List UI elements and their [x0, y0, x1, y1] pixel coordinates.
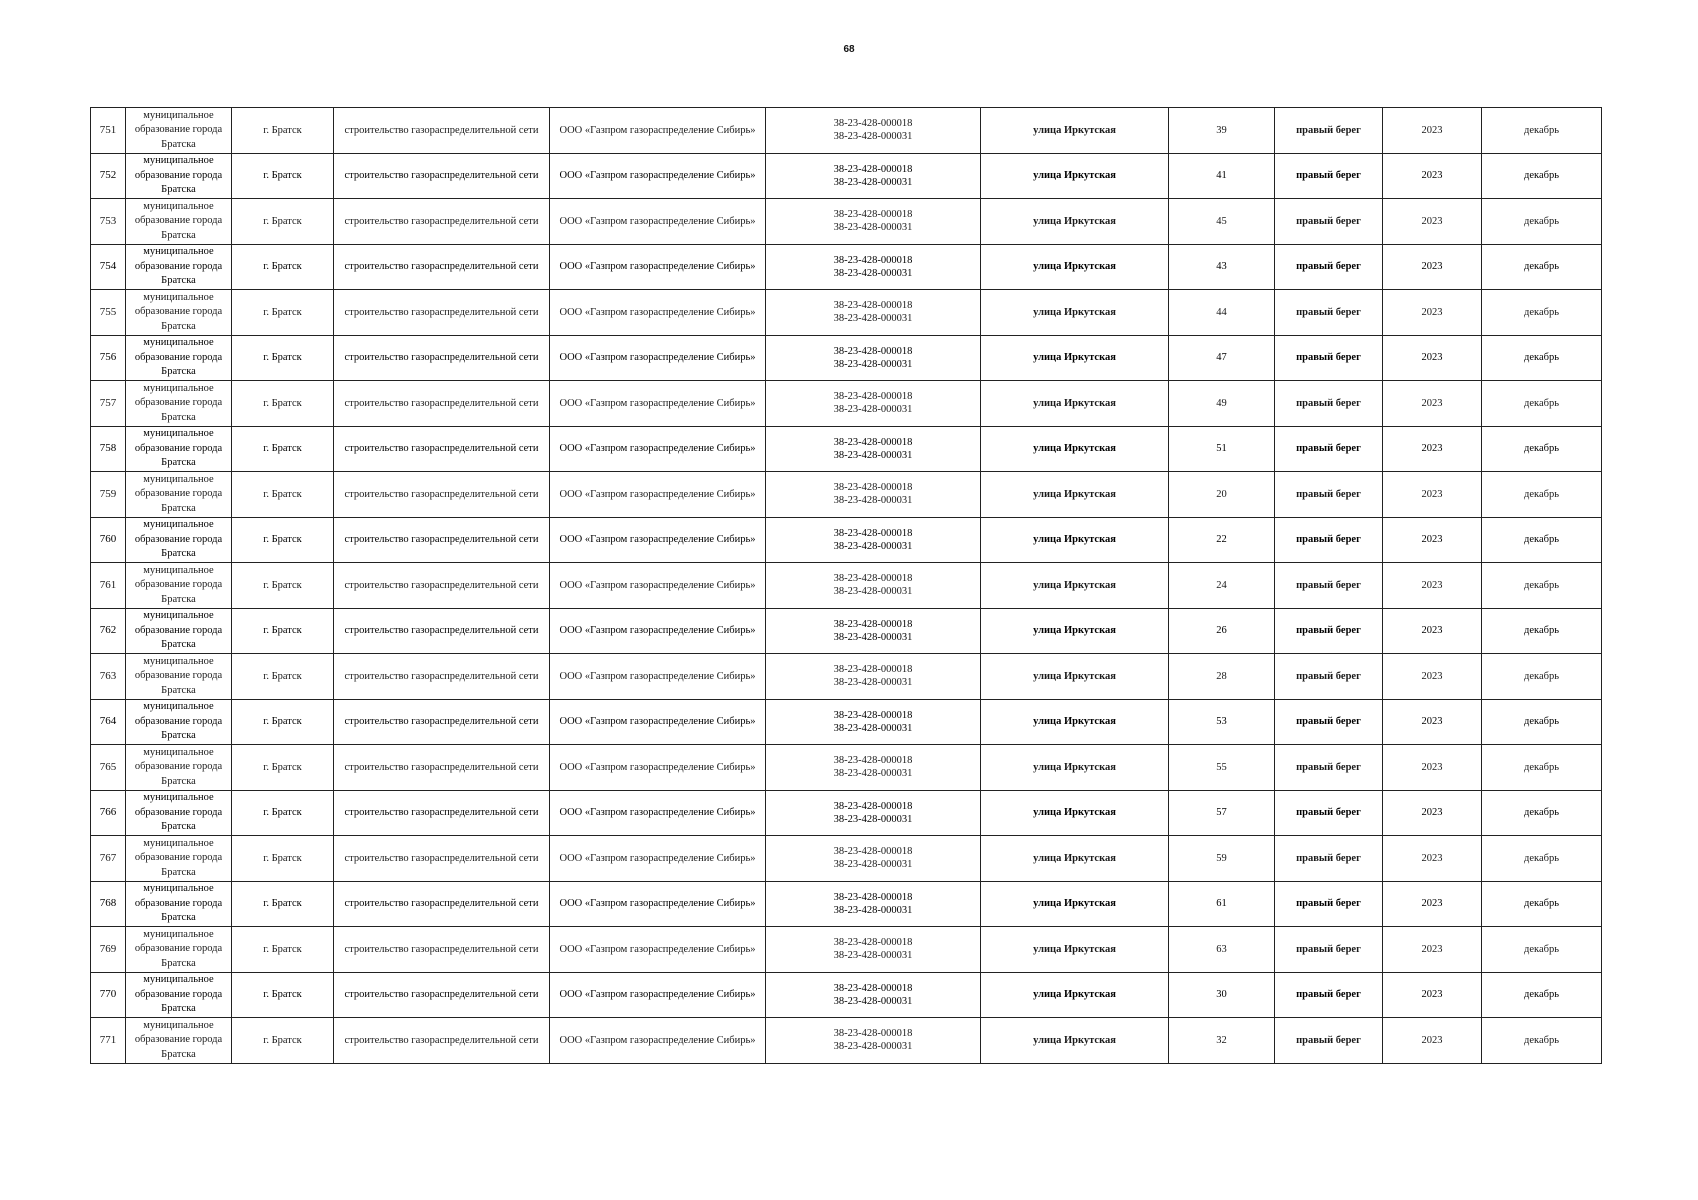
municipality-cell: муниципальное образование города Братска — [126, 153, 232, 199]
table-body — [91, 108, 1602, 1064]
cadastral-numbers-cell — [766, 290, 981, 336]
cadastral-number: 38-23-428-000018 — [833, 391, 913, 403]
cadastral-number: 38-23-428-000031 — [833, 131, 913, 143]
street-cell: улица Иркутская — [981, 608, 1169, 654]
house-number-cell: 39 — [1169, 108, 1275, 154]
year-cell: 2023 — [1383, 972, 1482, 1018]
month-cell: декабрь — [1482, 563, 1602, 609]
month-cell: декабрь — [1482, 199, 1602, 245]
cadastral-number: 38-23-428-000018 — [833, 800, 913, 812]
house-number-cell: 55 — [1169, 745, 1275, 791]
house-number-cell: 44 — [1169, 290, 1275, 336]
year-cell: 2023 — [1383, 244, 1482, 290]
month-cell: декабрь — [1482, 927, 1602, 973]
object-description-cell: строительство газораспределительной сети — [334, 381, 550, 427]
cadastral-number: 38-23-428-000031 — [833, 768, 913, 780]
city-cell: г. Братск — [232, 244, 334, 290]
cadastral-number: 38-23-428-000031 — [833, 677, 913, 689]
operator-cell: ООО «Газпром газораспределение Сибирь» — [550, 335, 766, 381]
cadastral-number: 38-23-428-000031 — [833, 631, 913, 643]
municipality-cell: муниципальное образование города Братска — [126, 972, 232, 1018]
table-row — [91, 563, 1602, 609]
table-row — [91, 381, 1602, 427]
row-number-cell: 768 — [91, 881, 126, 927]
street-cell: улица Иркутская — [981, 426, 1169, 472]
object-description-cell: строительство газораспределительной сети — [334, 972, 550, 1018]
city-cell: г. Братск — [232, 108, 334, 154]
row-number-cell: 769 — [91, 927, 126, 973]
table-row — [91, 927, 1602, 973]
cadastral-number: 38-23-428-000031 — [833, 176, 913, 188]
municipality-cell: муниципальное образование города Братска — [126, 608, 232, 654]
street-cell: улица Иркутская — [981, 836, 1169, 882]
street-cell: улица Иркутская — [981, 790, 1169, 836]
municipality-cell: муниципальное образование города Братска — [126, 745, 232, 791]
city-cell: г. Братск — [232, 608, 334, 654]
river-bank-cell: правый берег — [1275, 199, 1383, 245]
month-cell: декабрь — [1482, 244, 1602, 290]
month-cell: декабрь — [1482, 836, 1602, 882]
municipality-cell: муниципальное образование города Братска — [126, 790, 232, 836]
house-number-cell: 49 — [1169, 381, 1275, 427]
cadastral-number: 38-23-428-000031 — [833, 404, 913, 416]
cadastral-numbers-cell — [766, 381, 981, 427]
street-cell: улица Иркутская — [981, 244, 1169, 290]
table-row — [91, 699, 1602, 745]
row-number-cell: 764 — [91, 699, 126, 745]
street-cell: улица Иркутская — [981, 199, 1169, 245]
river-bank-cell: правый берег — [1275, 654, 1383, 700]
river-bank-cell: правый берег — [1275, 836, 1383, 882]
street-cell: улица Иркутская — [981, 699, 1169, 745]
month-cell: декабрь — [1482, 517, 1602, 563]
cadastral-numbers-cell — [766, 153, 981, 199]
cadastral-number: 38-23-428-000031 — [833, 722, 913, 734]
cadastral-number: 38-23-428-000018 — [833, 345, 913, 357]
river-bank-cell: правый берег — [1275, 290, 1383, 336]
year-cell: 2023 — [1383, 199, 1482, 245]
operator-cell: ООО «Газпром газораспределение Сибирь» — [550, 699, 766, 745]
month-cell: декабрь — [1482, 881, 1602, 927]
year-cell: 2023 — [1383, 927, 1482, 973]
year-cell: 2023 — [1383, 608, 1482, 654]
cadastral-numbers-cell — [766, 108, 981, 154]
municipality-cell: муниципальное образование города Братска — [126, 290, 232, 336]
house-number-cell: 22 — [1169, 517, 1275, 563]
operator-cell: ООО «Газпром газораспределение Сибирь» — [550, 790, 766, 836]
municipality-cell: муниципальное образование города Братска — [126, 199, 232, 245]
object-description-cell: строительство газораспределительной сети — [334, 244, 550, 290]
street-cell: улица Иркутская — [981, 881, 1169, 927]
operator-cell: ООО «Газпром газораспределение Сибирь» — [550, 927, 766, 973]
river-bank-cell: правый берег — [1275, 881, 1383, 927]
object-description-cell: строительство газораспределительной сети — [334, 699, 550, 745]
object-description-cell: строительство газораспределительной сети — [334, 153, 550, 199]
city-cell: г. Братск — [232, 199, 334, 245]
cadastral-numbers-cell — [766, 745, 981, 791]
row-number-cell: 751 — [91, 108, 126, 154]
river-bank-cell: правый берег — [1275, 517, 1383, 563]
cadastral-number: 38-23-428-000031 — [833, 449, 913, 461]
city-cell: г. Братск — [232, 790, 334, 836]
river-bank-cell: правый берег — [1275, 972, 1383, 1018]
city-cell: г. Братск — [232, 426, 334, 472]
house-number-cell: 63 — [1169, 927, 1275, 973]
operator-cell: ООО «Газпром газораспределение Сибирь» — [550, 608, 766, 654]
month-cell: декабрь — [1482, 608, 1602, 654]
house-number-cell: 53 — [1169, 699, 1275, 745]
cadastral-numbers-cell — [766, 244, 981, 290]
cadastral-number: 38-23-428-000031 — [833, 540, 913, 552]
river-bank-cell: правый берег — [1275, 927, 1383, 973]
cadastral-numbers-cell — [766, 972, 981, 1018]
object-description-cell: строительство газораспределительной сети — [334, 426, 550, 472]
cadastral-number: 38-23-428-000018 — [833, 527, 913, 539]
table-row — [91, 972, 1602, 1018]
row-number-cell: 752 — [91, 153, 126, 199]
cadastral-numbers-cell — [766, 699, 981, 745]
table-row — [91, 335, 1602, 381]
city-cell: г. Братск — [232, 335, 334, 381]
house-number-cell: 24 — [1169, 563, 1275, 609]
table-row — [91, 426, 1602, 472]
cadastral-number: 38-23-428-000018 — [833, 482, 913, 494]
street-cell: улица Иркутская — [981, 972, 1169, 1018]
table-row — [91, 790, 1602, 836]
cadastral-numbers-cell — [766, 881, 981, 927]
municipality-cell: муниципальное образование города Братска — [126, 927, 232, 973]
house-number-cell: 59 — [1169, 836, 1275, 882]
year-cell: 2023 — [1383, 381, 1482, 427]
street-cell: улица Иркутская — [981, 381, 1169, 427]
operator-cell: ООО «Газпром газораспределение Сибирь» — [550, 881, 766, 927]
street-cell: улица Иркутская — [981, 153, 1169, 199]
row-number-cell: 753 — [91, 199, 126, 245]
year-cell: 2023 — [1383, 836, 1482, 882]
cadastral-numbers-cell — [766, 199, 981, 245]
year-cell: 2023 — [1383, 699, 1482, 745]
object-description-cell: строительство газораспределительной сети — [334, 927, 550, 973]
operator-cell: ООО «Газпром газораспределение Сибирь» — [550, 836, 766, 882]
cadastral-number: 38-23-428-000018 — [833, 618, 913, 630]
object-description-cell: строительство газораспределительной сети — [334, 790, 550, 836]
river-bank-cell: правый берег — [1275, 563, 1383, 609]
municipality-cell: муниципальное образование города Братска — [126, 426, 232, 472]
city-cell: г. Братск — [232, 927, 334, 973]
cadastral-number: 38-23-428-000031 — [833, 222, 913, 234]
municipality-cell: муниципальное образование города Братска — [126, 699, 232, 745]
city-cell: г. Братск — [232, 881, 334, 927]
municipality-cell: муниципальное образование города Братска — [126, 836, 232, 882]
river-bank-cell: правый берег — [1275, 608, 1383, 654]
cadastral-number: 38-23-428-000018 — [833, 891, 913, 903]
house-number-cell: 47 — [1169, 335, 1275, 381]
row-number-cell: 765 — [91, 745, 126, 791]
river-bank-cell: правый берег — [1275, 426, 1383, 472]
street-cell: улица Иркутская — [981, 290, 1169, 336]
river-bank-cell: правый берег — [1275, 335, 1383, 381]
object-description-cell: строительство газораспределительной сети — [334, 745, 550, 791]
object-description-cell: строительство газораспределительной сети — [334, 517, 550, 563]
street-cell: улица Иркутская — [981, 517, 1169, 563]
operator-cell: ООО «Газпром газораспределение Сибирь» — [550, 517, 766, 563]
year-cell: 2023 — [1383, 517, 1482, 563]
table-row — [91, 199, 1602, 245]
municipality-cell: муниципальное образование города Братска — [126, 563, 232, 609]
city-cell: г. Братск — [232, 153, 334, 199]
object-description-cell: строительство газораспределительной сети — [334, 335, 550, 381]
row-number-cell: 771 — [91, 1018, 126, 1064]
cadastral-number: 38-23-428-000031 — [833, 495, 913, 507]
row-number-cell: 761 — [91, 563, 126, 609]
street-cell: улица Иркутская — [981, 654, 1169, 700]
cadastral-number: 38-23-428-000031 — [833, 813, 913, 825]
house-number-cell: 41 — [1169, 153, 1275, 199]
river-bank-cell: правый берег — [1275, 153, 1383, 199]
row-number-cell: 756 — [91, 335, 126, 381]
cadastral-number: 38-23-428-000018 — [833, 846, 913, 858]
house-number-cell: 28 — [1169, 654, 1275, 700]
table-row — [91, 517, 1602, 563]
municipality-cell: муниципальное образование города Братска — [126, 472, 232, 518]
object-description-cell: строительство газораспределительной сети — [334, 563, 550, 609]
table-row — [91, 290, 1602, 336]
municipality-cell: муниципальное образование города Братска — [126, 244, 232, 290]
year-cell: 2023 — [1383, 108, 1482, 154]
cadastral-number: 38-23-428-000018 — [833, 118, 913, 130]
operator-cell: ООО «Газпром газораспределение Сибирь» — [550, 1018, 766, 1064]
object-description-cell: строительство газораспределительной сети — [334, 608, 550, 654]
city-cell: г. Братск — [232, 472, 334, 518]
table-row — [91, 472, 1602, 518]
river-bank-cell: правый берег — [1275, 381, 1383, 427]
year-cell: 2023 — [1383, 790, 1482, 836]
river-bank-cell: правый берег — [1275, 108, 1383, 154]
city-cell: г. Братск — [232, 972, 334, 1018]
cadastral-numbers-cell — [766, 517, 981, 563]
street-cell: улица Иркутская — [981, 563, 1169, 609]
cadastral-numbers-cell — [766, 1018, 981, 1064]
municipality-cell: муниципальное образование города Братска — [126, 517, 232, 563]
cadastral-numbers-cell — [766, 836, 981, 882]
cadastral-numbers-cell — [766, 654, 981, 700]
cadastral-number: 38-23-428-000018 — [833, 300, 913, 312]
cadastral-numbers-cell — [766, 472, 981, 518]
operator-cell: ООО «Газпром газораспределение Сибирь» — [550, 972, 766, 1018]
municipality-cell: муниципальное образование города Братска — [126, 335, 232, 381]
cadastral-number: 38-23-428-000031 — [833, 1041, 913, 1053]
year-cell: 2023 — [1383, 426, 1482, 472]
month-cell: декабрь — [1482, 290, 1602, 336]
house-number-cell: 30 — [1169, 972, 1275, 1018]
municipality-cell: муниципальное образование города Братска — [126, 108, 232, 154]
row-number-cell: 763 — [91, 654, 126, 700]
street-cell: улица Иркутская — [981, 745, 1169, 791]
operator-cell: ООО «Газпром газораспределение Сибирь» — [550, 108, 766, 154]
operator-cell: ООО «Газпром газораспределение Сибирь» — [550, 563, 766, 609]
house-number-cell: 57 — [1169, 790, 1275, 836]
cadastral-numbers-cell — [766, 563, 981, 609]
city-cell: г. Братск — [232, 654, 334, 700]
operator-cell: ООО «Газпром газораспределение Сибирь» — [550, 745, 766, 791]
table-row — [91, 881, 1602, 927]
table-row — [91, 836, 1602, 882]
river-bank-cell: правый берег — [1275, 699, 1383, 745]
river-bank-cell: правый берег — [1275, 790, 1383, 836]
cadastral-number: 38-23-428-000018 — [833, 937, 913, 949]
month-cell: декабрь — [1482, 654, 1602, 700]
table-row — [91, 608, 1602, 654]
municipality-cell: муниципальное образование города Братска — [126, 881, 232, 927]
operator-cell: ООО «Газпром газораспределение Сибирь» — [550, 472, 766, 518]
page-number: 68 — [843, 44, 855, 55]
year-cell: 2023 — [1383, 654, 1482, 700]
operator-cell: ООО «Газпром газораспределение Сибирь» — [550, 244, 766, 290]
operator-cell: ООО «Газпром газораспределение Сибирь» — [550, 153, 766, 199]
cadastral-numbers-cell — [766, 790, 981, 836]
river-bank-cell: правый берег — [1275, 745, 1383, 791]
year-cell: 2023 — [1383, 1018, 1482, 1064]
month-cell: декабрь — [1482, 745, 1602, 791]
city-cell: г. Братск — [232, 836, 334, 882]
street-cell: улица Иркутская — [981, 108, 1169, 154]
river-bank-cell: правый берег — [1275, 244, 1383, 290]
year-cell: 2023 — [1383, 563, 1482, 609]
cadastral-number: 38-23-428-000018 — [833, 709, 913, 721]
cadastral-numbers-cell — [766, 608, 981, 654]
city-cell: г. Братск — [232, 381, 334, 427]
cadastral-number: 38-23-428-000018 — [833, 163, 913, 175]
cadastral-number: 38-23-428-000031 — [833, 267, 913, 279]
municipality-cell: муниципальное образование города Братска — [126, 381, 232, 427]
house-number-cell: 32 — [1169, 1018, 1275, 1064]
city-cell: г. Братск — [232, 517, 334, 563]
house-number-cell: 20 — [1169, 472, 1275, 518]
object-description-cell: строительство газораспределительной сети — [334, 881, 550, 927]
year-cell: 2023 — [1383, 335, 1482, 381]
cadastral-number: 38-23-428-000031 — [833, 904, 913, 916]
year-cell: 2023 — [1383, 472, 1482, 518]
municipality-cell: муниципальное образование города Братска — [126, 1018, 232, 1064]
month-cell: декабрь — [1482, 790, 1602, 836]
cadastral-number: 38-23-428-000018 — [833, 755, 913, 767]
city-cell: г. Братск — [232, 1018, 334, 1064]
cadastral-numbers-cell — [766, 335, 981, 381]
table-row — [91, 1018, 1602, 1064]
street-cell: улица Иркутская — [981, 472, 1169, 518]
year-cell: 2023 — [1383, 290, 1482, 336]
table-row — [91, 244, 1602, 290]
cadastral-number: 38-23-428-000018 — [833, 982, 913, 994]
operator-cell: ООО «Газпром газораспределение Сибирь» — [550, 290, 766, 336]
municipality-cell: муниципальное образование города Братска — [126, 654, 232, 700]
river-bank-cell: правый берег — [1275, 1018, 1383, 1064]
table-row — [91, 654, 1602, 700]
city-cell: г. Братск — [232, 745, 334, 791]
row-number-cell: 770 — [91, 972, 126, 1018]
row-number-cell: 757 — [91, 381, 126, 427]
house-number-cell: 61 — [1169, 881, 1275, 927]
row-number-cell: 758 — [91, 426, 126, 472]
cadastral-number: 38-23-428-000031 — [833, 313, 913, 325]
operator-cell: ООО «Газпром газораспределение Сибирь» — [550, 426, 766, 472]
month-cell: декабрь — [1482, 381, 1602, 427]
street-cell: улица Иркутская — [981, 1018, 1169, 1064]
river-bank-cell: правый берег — [1275, 472, 1383, 518]
cadastral-number: 38-23-428-000018 — [833, 573, 913, 585]
month-cell: декабрь — [1482, 426, 1602, 472]
city-cell: г. Братск — [232, 563, 334, 609]
row-number-cell: 767 — [91, 836, 126, 882]
city-cell: г. Братск — [232, 699, 334, 745]
row-number-cell: 762 — [91, 608, 126, 654]
row-number-cell: 759 — [91, 472, 126, 518]
object-description-cell: строительство газораспределительной сети — [334, 199, 550, 245]
operator-cell: ООО «Газпром газораспределение Сибирь» — [550, 381, 766, 427]
object-description-cell: строительство газораспределительной сети — [334, 1018, 550, 1064]
cadastral-number: 38-23-428-000031 — [833, 859, 913, 871]
city-cell: г. Братск — [232, 290, 334, 336]
cadastral-number: 38-23-428-000018 — [833, 209, 913, 221]
operator-cell: ООО «Газпром газораспределение Сибирь» — [550, 654, 766, 700]
gasification-schedule-table — [90, 107, 1602, 1064]
cadastral-number: 38-23-428-000018 — [833, 436, 913, 448]
month-cell: декабрь — [1482, 335, 1602, 381]
month-cell: декабрь — [1482, 972, 1602, 1018]
month-cell: декабрь — [1482, 472, 1602, 518]
cadastral-number: 38-23-428-000031 — [833, 586, 913, 598]
row-number-cell: 766 — [91, 790, 126, 836]
month-cell: декабрь — [1482, 108, 1602, 154]
house-number-cell: 51 — [1169, 426, 1275, 472]
house-number-cell: 45 — [1169, 199, 1275, 245]
cadastral-numbers-cell — [766, 927, 981, 973]
object-description-cell: строительство газораспределительной сети — [334, 290, 550, 336]
object-description-cell: строительство газораспределительной сети — [334, 654, 550, 700]
operator-cell: ООО «Газпром газораспределение Сибирь» — [550, 199, 766, 245]
cadastral-numbers-cell — [766, 426, 981, 472]
year-cell: 2023 — [1383, 153, 1482, 199]
cadastral-number: 38-23-428-000018 — [833, 1028, 913, 1040]
row-number-cell: 760 — [91, 517, 126, 563]
cadastral-number: 38-23-428-000018 — [833, 664, 913, 676]
month-cell: декабрь — [1482, 699, 1602, 745]
month-cell: декабрь — [1482, 1018, 1602, 1064]
cadastral-number: 38-23-428-000018 — [833, 254, 913, 266]
cadastral-number: 38-23-428-000031 — [833, 950, 913, 962]
house-number-cell: 26 — [1169, 608, 1275, 654]
object-description-cell: строительство газораспределительной сети — [334, 108, 550, 154]
year-cell: 2023 — [1383, 881, 1482, 927]
cadastral-number: 38-23-428-000031 — [833, 995, 913, 1007]
object-description-cell: строительство газораспределительной сети — [334, 472, 550, 518]
object-description-cell: строительство газораспределительной сети — [334, 836, 550, 882]
table-row — [91, 745, 1602, 791]
row-number-cell: 755 — [91, 290, 126, 336]
cadastral-number: 38-23-428-000031 — [833, 358, 913, 370]
street-cell: улица Иркутская — [981, 927, 1169, 973]
street-cell: улица Иркутская — [981, 335, 1169, 381]
table-row — [91, 153, 1602, 199]
row-number-cell: 754 — [91, 244, 126, 290]
house-number-cell: 43 — [1169, 244, 1275, 290]
month-cell: декабрь — [1482, 153, 1602, 199]
table-row — [91, 108, 1602, 154]
year-cell: 2023 — [1383, 745, 1482, 791]
